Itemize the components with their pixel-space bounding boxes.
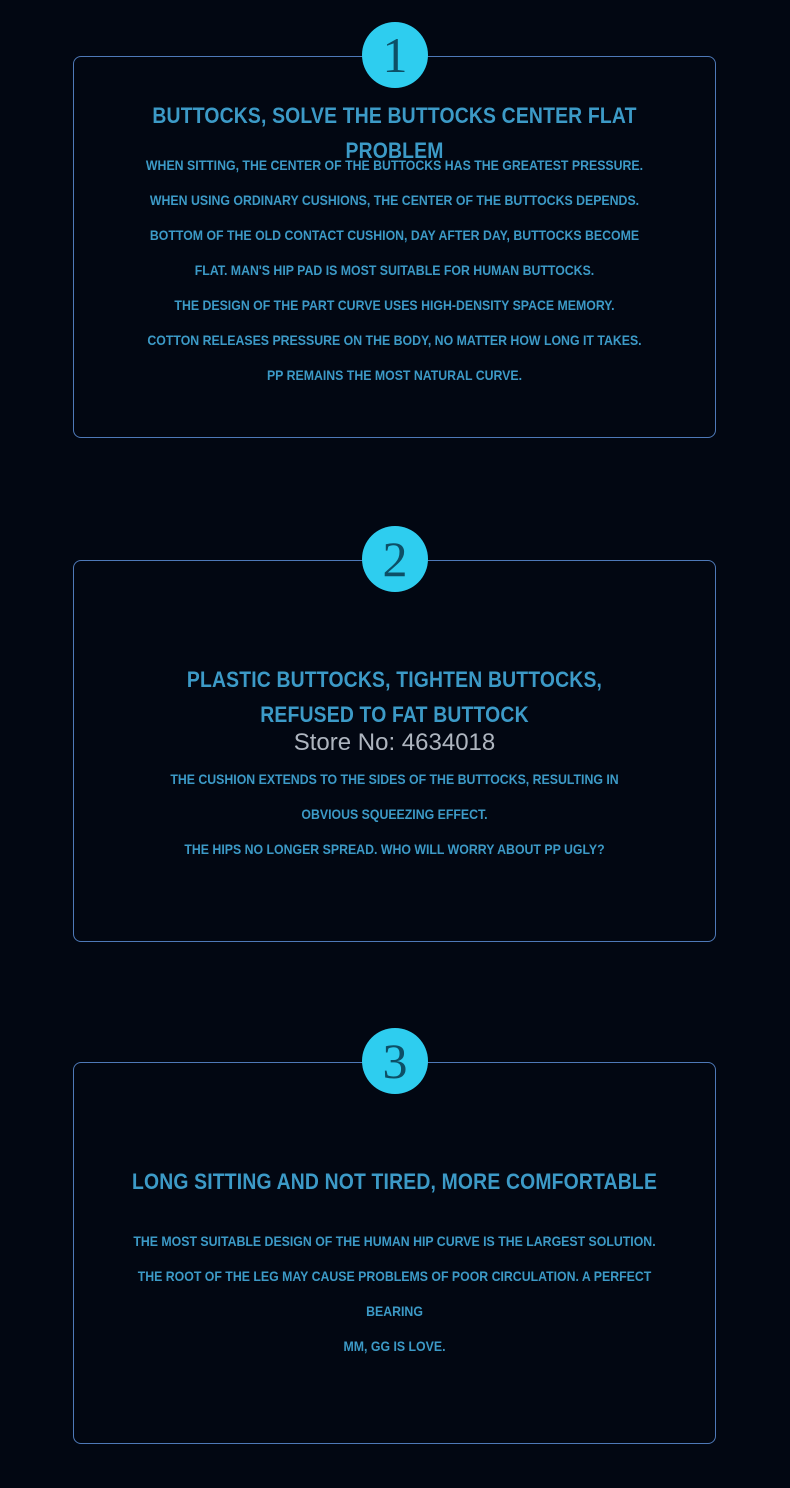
section-1-body-line-6: COTTON RELEASES PRESSURE ON THE BODY, NO MATTER HOW LONG IT TAKES.	[147, 332, 642, 348]
section-2-body-line-2: OBVIOUS SQUEEZING EFFECT.	[301, 806, 488, 822]
section-3-body-line-3: MM, GG IS LOVE.	[343, 1338, 446, 1354]
section-3-body	[73, 1224, 716, 1364]
section-3-body-line-2: THE ROOT OF THE LEG MAY CAUSE PROBLEMS OF POOR CIRCULATION. A PERFECT BEARING	[137, 1268, 652, 1319]
section-1-body	[73, 148, 716, 393]
section-1-body-line-1: WHEN SITTING, THE CENTER OF THE BUTTOCKS HAS THE GREATEST PRESSURE.	[145, 157, 644, 173]
section-2-heading	[112, 662, 678, 732]
section-3-heading	[112, 1164, 678, 1199]
section-3-heading-line-1: LONG SITTING AND NOT TIRED, MORE COMFORTABLE	[131, 1169, 658, 1194]
store-number-label: Store No: 4634018	[293, 729, 496, 756]
section-2-body	[73, 762, 716, 867]
section-1-body-line-7: PP REMAINS THE MOST NATURAL CURVE.	[266, 367, 523, 383]
section-1-heading-line-1: BUTTOCKS, SOLVE THE BUTTOCKS CENTER FLAT PROBLEM	[152, 103, 637, 163]
section-3-body-line-1: THE MOST SUITABLE DESIGN OF THE HUMAN HIP CURVE IS THE LARGEST SOLUTION.	[133, 1233, 656, 1249]
section-2-heading-line-1: PLASTIC BUTTOCKS, TIGHTEN BUTTOCKS,	[186, 667, 603, 692]
section-3-number-badge: 3	[362, 1028, 428, 1094]
section-1-body-line-3: BOTTOM OF THE OLD CONTACT CUSHION, DAY AFTER DAY, BUTTOCKS BECOME	[149, 227, 640, 243]
section-1-body-line-2: WHEN USING ORDINARY CUSHIONS, THE CENTER OF THE BUTTOCKS DEPENDS.	[149, 192, 640, 208]
section-1-body-line-5: THE DESIGN OF THE PART CURVE USES HIGH-DENSITY SPACE MEMORY.	[174, 297, 615, 313]
section-2-body-line-3: THE HIPS NO LONGER SPREAD. WHO WILL WORRY ABOUT PP UGLY?	[184, 841, 605, 857]
section-1-body-line-4: FLAT. MAN'S HIP PAD IS MOST SUITABLE FOR HUMAN BUTTOCKS.	[194, 262, 595, 278]
section-2-number-badge: 2	[362, 526, 428, 592]
section-1-number-badge: 1	[362, 22, 428, 88]
section-2-heading-line-2: REFUSED TO FAT BUTTOCK	[260, 702, 529, 727]
section-2-body-line-1: THE CUSHION EXTENDS TO THE SIDES OF THE BUTTOCKS, RESULTING IN	[170, 771, 619, 787]
